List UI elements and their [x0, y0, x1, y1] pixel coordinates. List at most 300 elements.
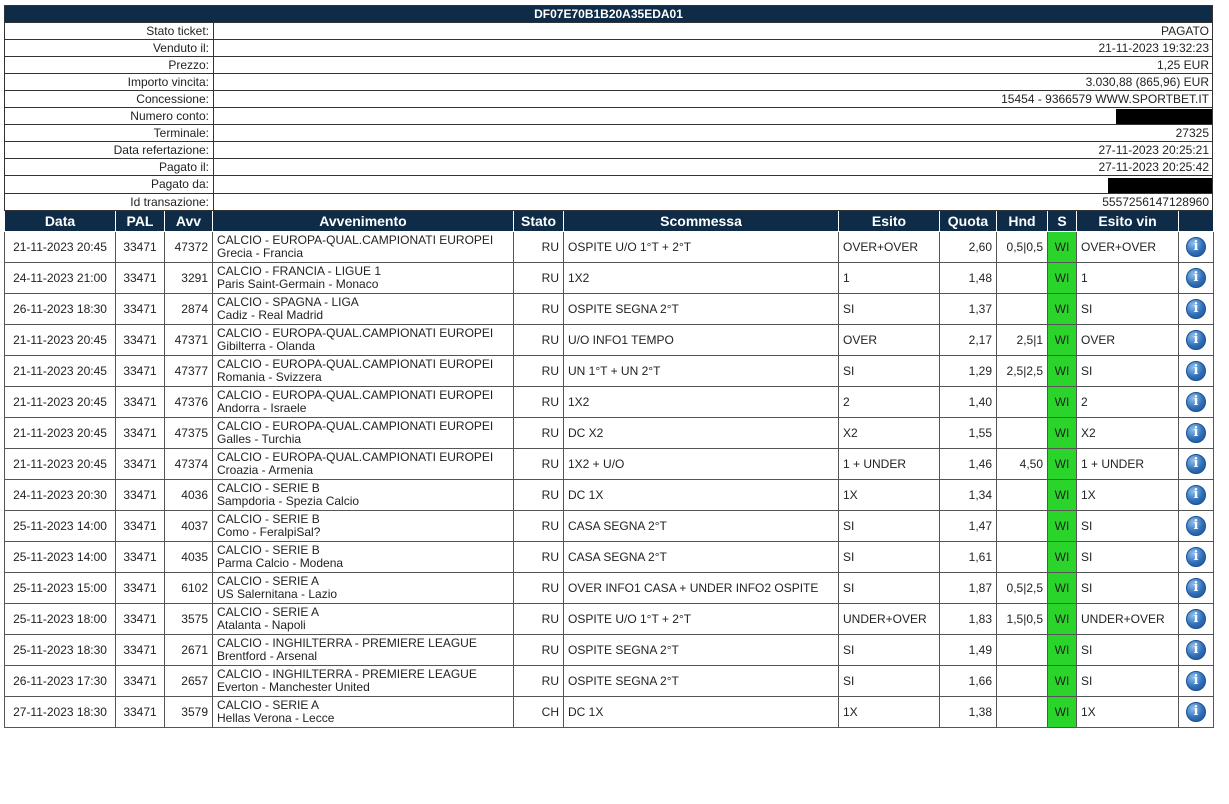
ticket-field-value: 15454 - 9366579 WWW.SPORTBET.IT [214, 91, 1213, 108]
cell-avv: 47374 [165, 448, 213, 479]
cell-esito-vin: SI [1077, 665, 1179, 696]
competition-name: CALCIO - SERIE B [217, 480, 320, 495]
cell-hnd: 2,5|1 [997, 324, 1048, 355]
info-icon[interactable]: i [1186, 361, 1206, 381]
cell-s: WI [1048, 603, 1077, 634]
info-icon[interactable]: i [1186, 454, 1206, 474]
cell-esito-vin: SI [1077, 293, 1179, 324]
cell-stato: RU [514, 417, 564, 448]
match-name: Sampdoria - Spezia Calcio [217, 493, 360, 508]
ticket-field-row [5, 91, 1213, 108]
cell-quota: 1,38 [940, 696, 997, 727]
cell-info [1179, 510, 1214, 541]
cell-esito: 1X [839, 696, 940, 727]
info-icon[interactable]: i [1186, 485, 1206, 505]
ticket-field-value: 1,25 EUR [214, 57, 1213, 74]
match-name: Atalanta - Napoli [217, 617, 306, 632]
cell-pal: 33471 [116, 479, 165, 510]
ticket-field-value [214, 108, 1213, 125]
competition-name: CALCIO - EUROPA-QUAL.CAMPIONATI EUROPEI [217, 387, 494, 402]
cell-avv: 4036 [165, 479, 213, 510]
cell-avvenimento [213, 603, 514, 634]
cell-hnd [997, 293, 1048, 324]
cell-s: WI [1048, 510, 1077, 541]
ticket-field-label: Pagato il: [5, 159, 214, 176]
column-header: Hnd [997, 211, 1048, 232]
competition-name: CALCIO - SPAGNA - LIGA [217, 294, 359, 309]
competition-name: CALCIO - SERIE A [217, 573, 320, 588]
info-icon[interactable]: i [1186, 268, 1206, 288]
cell-esito-vin: 2 [1077, 386, 1179, 417]
cell-hnd [997, 417, 1048, 448]
cell-data: 21-11-2023 20:45 [5, 448, 116, 479]
info-icon[interactable]: i [1186, 702, 1206, 722]
cell-esito-vin: 1 [1077, 262, 1179, 293]
cell-quota: 1,55 [940, 417, 997, 448]
ticket-field-label: Venduto il: [5, 40, 214, 57]
cell-quota: 1,87 [940, 572, 997, 603]
match-name: Gibilterra - Olanda [217, 338, 316, 353]
info-icon[interactable]: i [1186, 640, 1206, 660]
match-name: Andorra - Israele [217, 400, 307, 415]
ticket-info-table [4, 5, 1213, 211]
table-row [5, 231, 1214, 262]
table-row [5, 386, 1214, 417]
competition-name: CALCIO - SERIE A [217, 604, 320, 619]
cell-info [1179, 386, 1214, 417]
ticket-field-row [5, 125, 1213, 142]
ticket-detail [4, 5, 1213, 728]
match-name: Paris Saint-Germain - Monaco [217, 276, 379, 291]
cell-data: 21-11-2023 20:45 [5, 417, 116, 448]
cell-stato: RU [514, 231, 564, 262]
match-name: Everton - Manchester United [217, 679, 370, 694]
cell-avvenimento [213, 572, 514, 603]
cell-avv: 3291 [165, 262, 213, 293]
cell-pal: 33471 [116, 324, 165, 355]
cell-avvenimento [213, 417, 514, 448]
cell-data: 21-11-2023 20:45 [5, 324, 116, 355]
column-header: Scommessa [564, 211, 839, 232]
column-header: Data [5, 211, 116, 232]
cell-s: WI [1048, 386, 1077, 417]
ticket-field-label: Id transazione: [5, 193, 214, 210]
cell-avv: 4035 [165, 541, 213, 572]
cell-scommessa: OSPITE U/O 1°T + 2°T [564, 231, 839, 262]
ticket-field-row [5, 74, 1213, 91]
ticket-field-label: Pagato da: [5, 176, 214, 193]
cell-s: WI [1048, 293, 1077, 324]
ticket-field-value: 27-11-2023 20:25:21 [214, 142, 1213, 159]
cell-data: 25-11-2023 15:00 [5, 572, 116, 603]
cell-scommessa: OVER INFO1 CASA + UNDER INFO2 OSPITE [564, 572, 839, 603]
table-row [5, 572, 1214, 603]
info-icon[interactable]: i [1186, 392, 1206, 412]
cell-scommessa: DC 1X [564, 696, 839, 727]
cell-avv: 2874 [165, 293, 213, 324]
table-row [5, 541, 1214, 572]
cell-info [1179, 448, 1214, 479]
match-name: US Salernitana - Lazio [217, 586, 338, 601]
cell-data: 21-11-2023 20:45 [5, 231, 116, 262]
cell-esito-vin: 1X [1077, 696, 1179, 727]
cell-scommessa: OSPITE SEGNA 2°T [564, 665, 839, 696]
cell-quota: 1,48 [940, 262, 997, 293]
match-name: Como - FeralpiSal? [217, 524, 321, 539]
cell-s: WI [1048, 665, 1077, 696]
cell-avv: 47372 [165, 231, 213, 262]
match-name: Brentford - Arsenal [217, 648, 318, 663]
cell-esito: SI [839, 665, 940, 696]
competition-name: CALCIO - EUROPA-QUAL.CAMPIONATI EUROPEI [217, 356, 494, 371]
cell-hnd [997, 634, 1048, 665]
cell-esito: OVER+OVER [839, 231, 940, 262]
ticket-field-value: 27325 [214, 125, 1213, 142]
cell-avvenimento [213, 355, 514, 386]
cell-stato: RU [514, 634, 564, 665]
cell-data: 25-11-2023 18:30 [5, 634, 116, 665]
cell-avvenimento [213, 324, 514, 355]
cell-esito: SI [839, 355, 940, 386]
cell-pal: 33471 [116, 293, 165, 324]
table-row [5, 696, 1214, 727]
cell-scommessa: 1X2 [564, 262, 839, 293]
cell-s: WI [1048, 541, 1077, 572]
cell-avvenimento [213, 293, 514, 324]
table-row [5, 510, 1214, 541]
cell-hnd [997, 510, 1048, 541]
cell-esito: SI [839, 572, 940, 603]
cell-pal: 33471 [116, 510, 165, 541]
cell-s: WI [1048, 448, 1077, 479]
match-name: Parma Calcio - Modena [217, 555, 344, 570]
cell-hnd [997, 386, 1048, 417]
cell-pal: 33471 [116, 386, 165, 417]
cell-esito: UNDER+OVER [839, 603, 940, 634]
cell-stato: RU [514, 355, 564, 386]
cell-esito-vin: OVER [1077, 324, 1179, 355]
cell-hnd [997, 541, 1048, 572]
cell-info [1179, 603, 1214, 634]
cell-avv: 3575 [165, 603, 213, 634]
cell-quota: 1,47 [940, 510, 997, 541]
competition-name: CALCIO - FRANCIA - LIGUE 1 [217, 263, 382, 278]
cell-avvenimento [213, 448, 514, 479]
info-icon[interactable]: i [1186, 578, 1206, 598]
cell-info [1179, 572, 1214, 603]
cell-esito-vin: SI [1077, 355, 1179, 386]
cell-esito: 1X [839, 479, 940, 510]
cell-info [1179, 417, 1214, 448]
cell-s: WI [1048, 262, 1077, 293]
cell-info [1179, 479, 1214, 510]
column-header: Stato [514, 211, 564, 232]
cell-avv: 47375 [165, 417, 213, 448]
cell-avv: 2657 [165, 665, 213, 696]
info-icon[interactable]: i [1186, 237, 1206, 257]
cell-quota: 1,37 [940, 293, 997, 324]
ticket-field-row [5, 57, 1213, 74]
cell-avvenimento [213, 510, 514, 541]
cell-esito-vin: SI [1077, 572, 1179, 603]
cell-esito-vin: 1 + UNDER [1077, 448, 1179, 479]
cell-avvenimento [213, 262, 514, 293]
column-header: Avvenimento [213, 211, 514, 232]
match-name: Hellas Verona - Lecce [217, 710, 335, 725]
table-row [5, 324, 1214, 355]
cell-hnd [997, 479, 1048, 510]
ticket-field-row [5, 108, 1213, 125]
cell-quota: 1,40 [940, 386, 997, 417]
cell-stato: RU [514, 293, 564, 324]
competition-name: CALCIO - EUROPA-QUAL.CAMPIONATI EUROPEI [217, 232, 494, 247]
column-header: Quota [940, 211, 997, 232]
cell-quota: 1,61 [940, 541, 997, 572]
cell-data: 26-11-2023 17:30 [5, 665, 116, 696]
column-header: S [1048, 211, 1077, 232]
cell-pal: 33471 [116, 696, 165, 727]
info-icon[interactable]: i [1186, 609, 1206, 629]
cell-stato: RU [514, 448, 564, 479]
cell-pal: 33471 [116, 634, 165, 665]
cell-stato: CH [514, 696, 564, 727]
cell-avv: 6102 [165, 572, 213, 603]
info-icon[interactable]: i [1186, 516, 1206, 536]
cell-scommessa: U/O INFO1 TEMPO [564, 324, 839, 355]
table-row [5, 293, 1214, 324]
match-name: Cadiz - Real Madrid [217, 307, 324, 322]
ticket-field-value: 3.030,88 (865,96) EUR [214, 74, 1213, 91]
cell-hnd [997, 696, 1048, 727]
cell-data: 26-11-2023 18:30 [5, 293, 116, 324]
cell-esito-vin: X2 [1077, 417, 1179, 448]
cell-avvenimento [213, 479, 514, 510]
cell-avv: 4037 [165, 510, 213, 541]
cell-hnd: 0,5|0,5 [997, 231, 1048, 262]
table-row [5, 262, 1214, 293]
table-row [5, 448, 1214, 479]
ticket-field-value: 27-11-2023 20:25:42 [214, 159, 1213, 176]
cell-avvenimento [213, 386, 514, 417]
cell-scommessa: DC X2 [564, 417, 839, 448]
cell-avvenimento [213, 696, 514, 727]
info-icon[interactable]: i [1186, 547, 1206, 567]
cell-data: 24-11-2023 21:00 [5, 262, 116, 293]
cell-hnd [997, 665, 1048, 696]
competition-name: CALCIO - SERIE A [217, 697, 320, 712]
ticket-field-row [5, 142, 1213, 159]
cell-quota: 1,46 [940, 448, 997, 479]
cell-esito: SI [839, 510, 940, 541]
match-name: Romania - Svizzera [217, 369, 322, 384]
cell-data: 21-11-2023 20:45 [5, 355, 116, 386]
match-name: Croazia - Armenia [217, 462, 314, 477]
ticket-field-value: 5557256147128960 [214, 193, 1213, 210]
ticket-field-row [5, 23, 1213, 40]
cell-s: WI [1048, 634, 1077, 665]
cell-hnd: 1,5|0,5 [997, 603, 1048, 634]
cell-scommessa: 1X2 [564, 386, 839, 417]
ticket-id-title: DF07E70B1B20A35EDA01 [5, 6, 1213, 23]
cell-info [1179, 634, 1214, 665]
cell-pal: 33471 [116, 355, 165, 386]
cell-info [1179, 231, 1214, 262]
ticket-field-value [214, 176, 1213, 193]
cell-scommessa: OSPITE SEGNA 2°T [564, 634, 839, 665]
cell-info [1179, 696, 1214, 727]
cell-scommessa: DC 1X [564, 479, 839, 510]
cell-esito: 2 [839, 386, 940, 417]
cell-s: WI [1048, 479, 1077, 510]
cell-s: WI [1048, 324, 1077, 355]
cell-stato: RU [514, 510, 564, 541]
cell-info [1179, 262, 1214, 293]
column-header: PAL [116, 211, 165, 232]
ticket-field-row [5, 40, 1213, 57]
competition-name: CALCIO - INGHILTERRA - PREMIERE LEAGUE [217, 635, 477, 650]
cell-esito-vin: OVER+OVER [1077, 231, 1179, 262]
cell-data: 25-11-2023 14:00 [5, 510, 116, 541]
cell-s: WI [1048, 231, 1077, 262]
cell-hnd [997, 262, 1048, 293]
cell-scommessa: CASA SEGNA 2°T [564, 541, 839, 572]
cell-info [1179, 355, 1214, 386]
info-icon[interactable]: i [1186, 299, 1206, 319]
cell-esito: 1 + UNDER [839, 448, 940, 479]
competition-name: CALCIO - INGHILTERRA - PREMIERE LEAGUE [217, 666, 477, 681]
ticket-field-label: Importo vincita: [5, 74, 214, 91]
table-row [5, 417, 1214, 448]
cell-stato: RU [514, 541, 564, 572]
cell-avvenimento [213, 541, 514, 572]
cell-data: 25-11-2023 14:00 [5, 541, 116, 572]
cell-hnd: 2,5|2,5 [997, 355, 1048, 386]
cell-scommessa: UN 1°T + UN 2°T [564, 355, 839, 386]
ticket-field-row [5, 193, 1213, 210]
cell-avv: 2671 [165, 634, 213, 665]
cell-quota: 1,29 [940, 355, 997, 386]
cell-avv: 3579 [165, 696, 213, 727]
cell-avv: 47371 [165, 324, 213, 355]
cell-stato: RU [514, 386, 564, 417]
info-icon[interactable]: i [1186, 330, 1206, 350]
ticket-field-label: Concessione: [5, 91, 214, 108]
cell-stato: RU [514, 572, 564, 603]
ticket-field-row [5, 159, 1213, 176]
info-icon[interactable]: i [1186, 423, 1206, 443]
column-header-info [1179, 211, 1214, 232]
cell-stato: RU [514, 479, 564, 510]
redacted-value [1108, 178, 1212, 193]
cell-avvenimento [213, 231, 514, 262]
cell-data: 25-11-2023 18:00 [5, 603, 116, 634]
cell-esito-vin: SI [1077, 541, 1179, 572]
cell-pal: 33471 [116, 665, 165, 696]
cell-pal: 33471 [116, 448, 165, 479]
cell-stato: RU [514, 665, 564, 696]
cell-quota: 1,83 [940, 603, 997, 634]
cell-info [1179, 324, 1214, 355]
cell-avv: 47376 [165, 386, 213, 417]
cell-quota: 2,17 [940, 324, 997, 355]
column-header: Esito vin [1077, 211, 1179, 232]
cell-esito-vin: SI [1077, 510, 1179, 541]
cell-esito: SI [839, 634, 940, 665]
table-row [5, 355, 1214, 386]
cell-info [1179, 541, 1214, 572]
cell-quota: 1,66 [940, 665, 997, 696]
cell-quota: 1,49 [940, 634, 997, 665]
cell-stato: RU [514, 603, 564, 634]
column-header: Avv [165, 211, 213, 232]
cell-pal: 33471 [116, 231, 165, 262]
cell-esito: 1 [839, 262, 940, 293]
ticket-field-label: Numero conto: [5, 108, 214, 125]
info-icon[interactable]: i [1186, 671, 1206, 691]
cell-esito: SI [839, 293, 940, 324]
events-header-row [5, 211, 1214, 232]
column-header: Esito [839, 211, 940, 232]
cell-hnd: 0,5|2,5 [997, 572, 1048, 603]
ticket-field-label: Data refertazione: [5, 142, 214, 159]
cell-data: 27-11-2023 18:30 [5, 696, 116, 727]
cell-scommessa: OSPITE SEGNA 2°T [564, 293, 839, 324]
cell-quota: 2,60 [940, 231, 997, 262]
ticket-field-label: Prezzo: [5, 57, 214, 74]
cell-s: WI [1048, 355, 1077, 386]
cell-esito-vin: 1X [1077, 479, 1179, 510]
competition-name: CALCIO - SERIE B [217, 511, 320, 526]
table-row [5, 479, 1214, 510]
table-row [5, 634, 1214, 665]
redacted-value [1116, 109, 1212, 124]
cell-pal: 33471 [116, 603, 165, 634]
cell-esito: OVER [839, 324, 940, 355]
cell-data: 21-11-2023 20:45 [5, 386, 116, 417]
cell-stato: RU [514, 324, 564, 355]
table-row [5, 603, 1214, 634]
cell-s: WI [1048, 696, 1077, 727]
table-row [5, 665, 1214, 696]
events-table [4, 211, 1214, 728]
cell-pal: 33471 [116, 541, 165, 572]
cell-scommessa: 1X2 + U/O [564, 448, 839, 479]
cell-esito-vin: UNDER+OVER [1077, 603, 1179, 634]
cell-esito-vin: SI [1077, 634, 1179, 665]
cell-pal: 33471 [116, 572, 165, 603]
ticket-field-value: PAGATO [214, 23, 1213, 40]
cell-avv: 47377 [165, 355, 213, 386]
cell-esito: SI [839, 541, 940, 572]
cell-hnd: 4,50 [997, 448, 1048, 479]
cell-stato: RU [514, 262, 564, 293]
cell-esito: X2 [839, 417, 940, 448]
ticket-field-label: Terminale: [5, 125, 214, 142]
competition-name: CALCIO - EUROPA-QUAL.CAMPIONATI EUROPEI [217, 418, 494, 433]
competition-name: CALCIO - EUROPA-QUAL.CAMPIONATI EUROPEI [217, 449, 494, 464]
cell-s: WI [1048, 417, 1077, 448]
ticket-field-row [5, 176, 1213, 193]
cell-pal: 33471 [116, 417, 165, 448]
cell-info [1179, 665, 1214, 696]
cell-scommessa: CASA SEGNA 2°T [564, 510, 839, 541]
match-name: Galles - Turchia [217, 431, 302, 446]
cell-s: WI [1048, 572, 1077, 603]
cell-quota: 1,34 [940, 479, 997, 510]
cell-pal: 33471 [116, 262, 165, 293]
competition-name: CALCIO - EUROPA-QUAL.CAMPIONATI EUROPEI [217, 325, 494, 340]
competition-name: CALCIO - SERIE B [217, 542, 320, 557]
